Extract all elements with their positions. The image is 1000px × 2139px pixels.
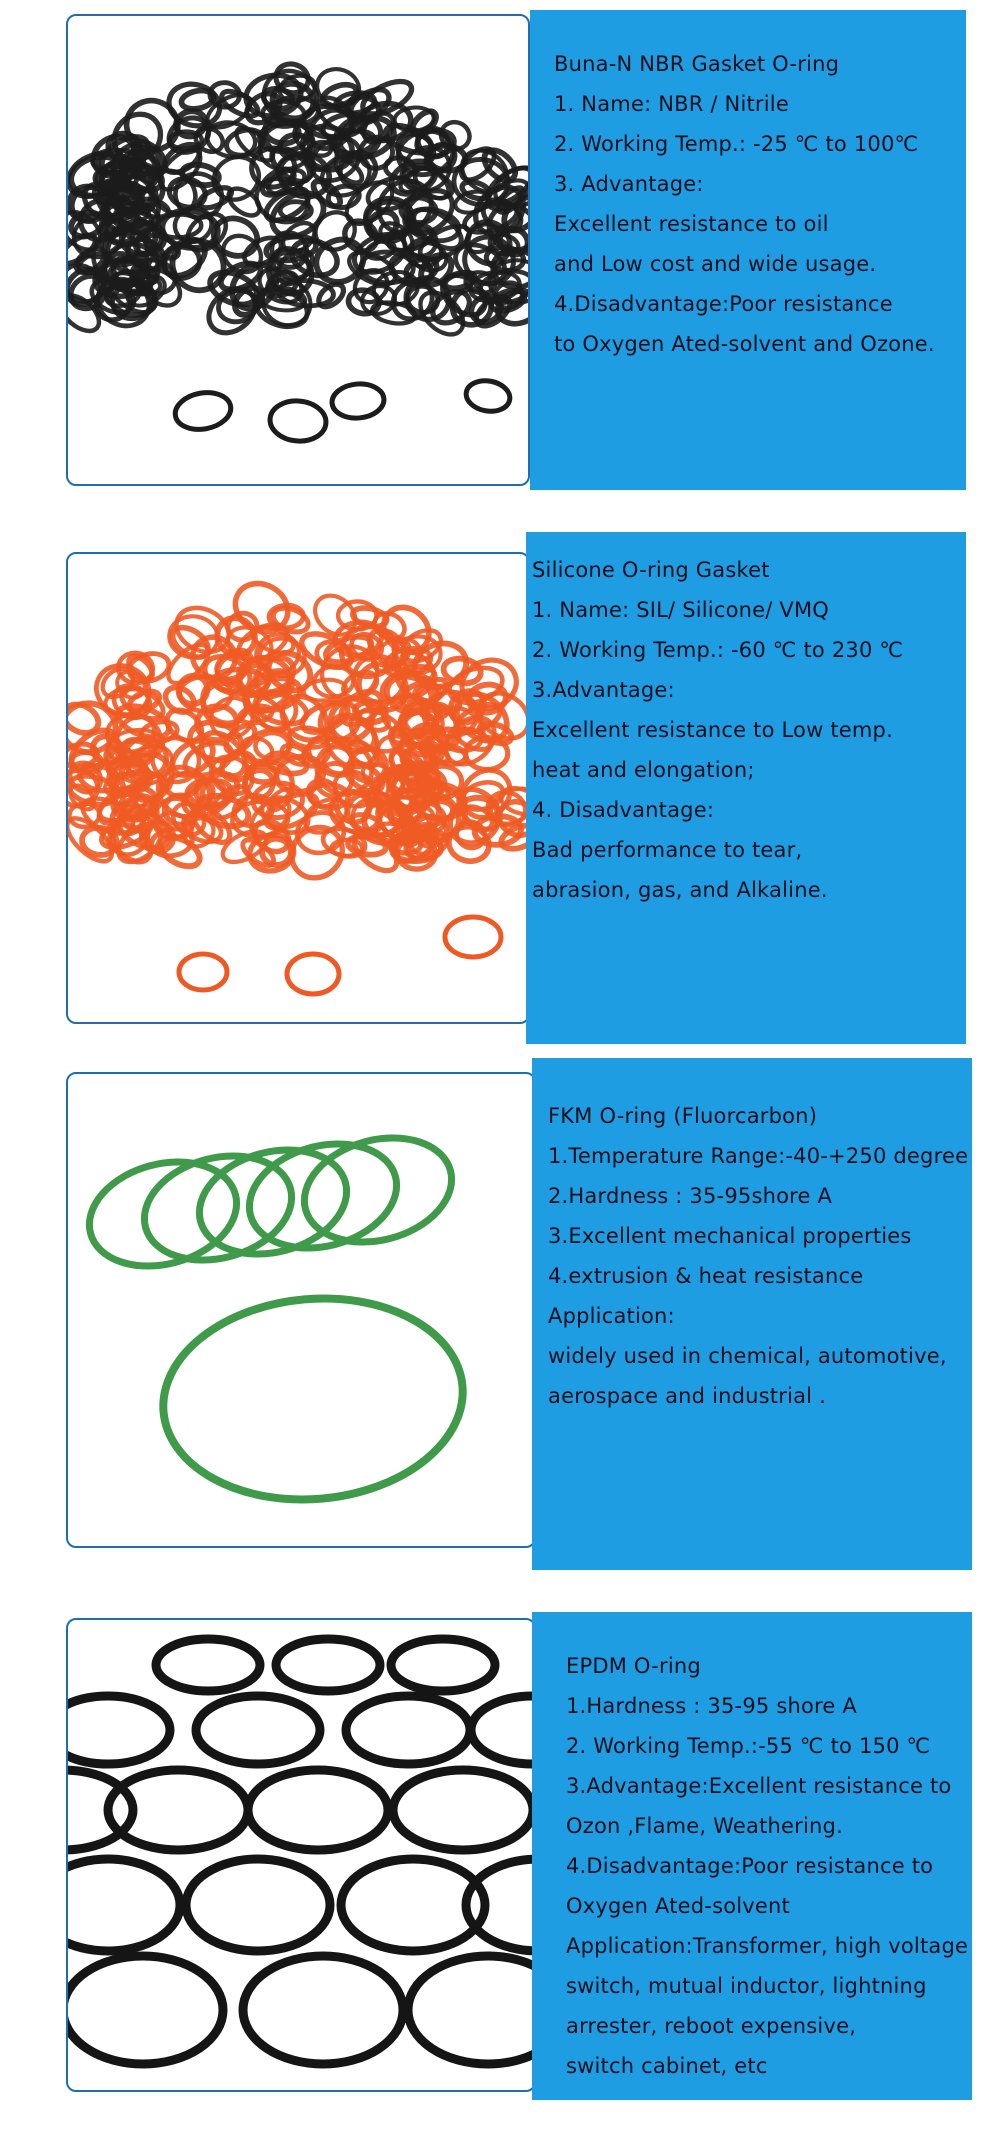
epdm-spec-line: Oxygen Ated-solvent	[566, 1894, 790, 1918]
silicone-spec-line: Bad performance to tear,	[532, 838, 803, 862]
fkm-photo-card	[66, 1072, 536, 1548]
nbr-spec-line: to Oxygen Ated-solvent and Ozone.	[554, 332, 935, 356]
fkm-orings-image	[68, 1074, 536, 1548]
epdm-spec-line: 4.Disadvantage:Poor resistance to	[566, 1854, 934, 1878]
fkm-spec-line: aerospace and industrial .	[548, 1384, 826, 1408]
nbr-spec-line: 1. Name: NBR / Nitrile	[554, 92, 789, 116]
epdm-orings-image	[68, 1620, 536, 2092]
fkm-spec-line: widely used in chemical, automotive,	[548, 1344, 947, 1368]
fkm-spec-line: 3.Excellent mechanical properties	[548, 1224, 912, 1248]
epdm-spec-line: switch, mutual inductor, lightning	[566, 1974, 927, 1998]
nbr-photo-card	[66, 14, 530, 486]
epdm-spec-line: arrester, reboot expensive,	[566, 2014, 857, 2038]
nbr-spec-line: 2. Working Temp.: -25 ℃ to 100℃	[554, 132, 919, 156]
nbr-title: Buna-N NBR Gasket O-ring	[554, 52, 840, 76]
silicone-spec-line: Excellent resistance to Low temp.	[532, 718, 893, 742]
epdm-spec-line: 3.Advantage:Excellent resistance to	[566, 1774, 952, 1798]
nbr-spec-line: Excellent resistance to oil	[554, 212, 829, 236]
silicone-spec-line: heat and elongation;	[532, 758, 755, 782]
silicone-photo-card	[66, 552, 530, 1024]
epdm-spec-line: switch cabinet, etc	[566, 2054, 768, 2078]
fkm-spec-panel	[532, 1058, 972, 1570]
epdm-photo-card	[66, 1618, 536, 2092]
nbr-spec-line: and Low cost and wide usage.	[554, 252, 877, 276]
silicone-spec-line: abrasion, gas, and Alkaline.	[532, 878, 828, 902]
silicone-spec-line: 1. Name: SIL/ Silicone/ VMQ	[532, 598, 830, 622]
fkm-spec-line: 2.Hardness : 35-95shore A	[548, 1184, 833, 1208]
nbr-spec-line: 4.Disadvantage:Poor resistance	[554, 292, 893, 316]
nbr-spec-panel	[530, 10, 966, 490]
silicone-spec-line: 4. Disadvantage:	[532, 798, 715, 822]
silicone-spec-line: 3.Advantage:	[532, 678, 675, 702]
epdm-spec-line: Ozon ,Flame, Weathering.	[566, 1814, 843, 1838]
epdm-spec-line: 2. Working Temp.:-55 ℃ to 150 ℃	[566, 1734, 931, 1758]
silicone-spec-line: 2. Working Temp.: -60 ℃ to 230 ℃	[532, 638, 904, 662]
epdm-spec-line: 1.Hardness : 35-95 shore A	[566, 1694, 857, 1718]
fkm-spec-line: Application:	[548, 1304, 675, 1328]
silicone-spec-panel	[526, 532, 966, 1044]
nbr-orings-image	[68, 16, 530, 486]
epdm-spec-panel	[532, 1612, 972, 2100]
fkm-title: FKM O-ring (Fluorcarbon)	[548, 1104, 818, 1128]
epdm-title: EPDM O-ring	[566, 1654, 701, 1678]
fkm-spec-line: 4.extrusion & heat resistance	[548, 1264, 864, 1288]
silicone-title: Silicone O-ring Gasket	[532, 558, 770, 582]
silicone-orings-image	[68, 554, 530, 1024]
fkm-spec-line: 1.Temperature Range:-40-+250 degree	[548, 1144, 969, 1168]
nbr-spec-line: 3. Advantage:	[554, 172, 704, 196]
epdm-spec-line: Application:Transformer, high voltage	[566, 1934, 969, 1958]
